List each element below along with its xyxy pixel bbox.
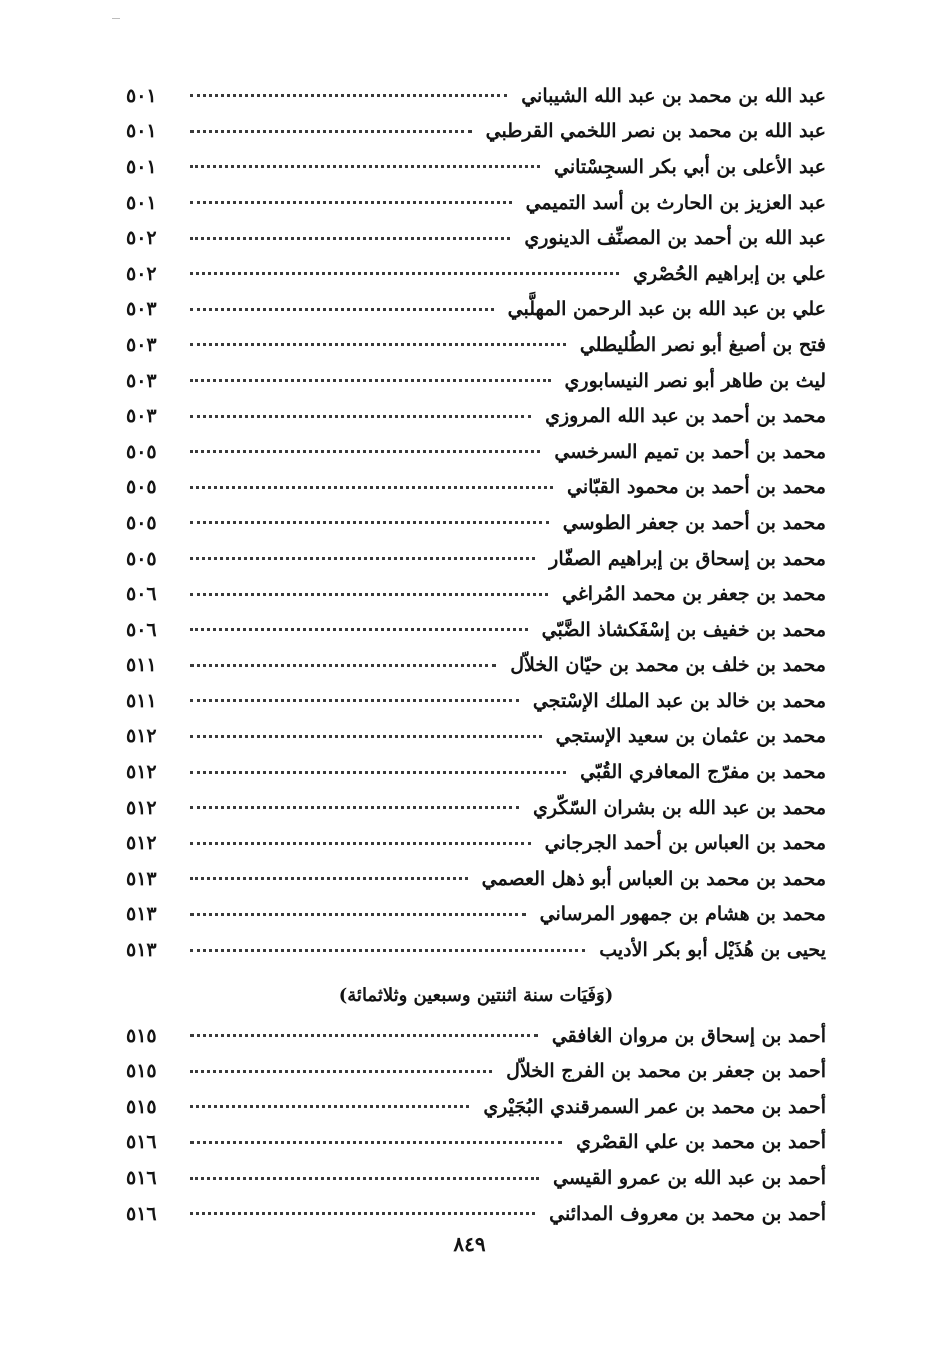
dot-leader xyxy=(190,699,519,702)
entry-page-number: ٥٠٦ xyxy=(126,618,157,641)
dot-leader xyxy=(190,628,528,631)
toc-entry xyxy=(126,754,826,790)
toc-entry xyxy=(126,1018,826,1054)
entry-page-number: ٥٠٥ xyxy=(126,476,157,499)
entry-name: يحيى بن هُذَيْل أبو بكر الأديب xyxy=(599,939,826,962)
dot-leader xyxy=(190,415,531,418)
dot-leader xyxy=(190,237,510,240)
toc-entry xyxy=(126,220,826,256)
dot-leader xyxy=(190,1212,535,1215)
dot-leader xyxy=(190,130,472,133)
entry-name: أحمد بن جعفر بن محمد بن الفرج الخلاّل xyxy=(506,1060,826,1083)
entry-name: محمد بن عبد الله بن بشران السّكّري xyxy=(533,796,826,819)
dot-leader xyxy=(190,1070,492,1073)
entry-name: علي بن إبراهيم الحُصْري xyxy=(633,262,826,285)
entry-name: عبد الله بن محمد بن نصر اللخمي القرطبي xyxy=(485,120,826,143)
toc-entry xyxy=(126,292,826,328)
toc-entry xyxy=(126,470,826,506)
entry-page-number: ٥١٣ xyxy=(126,939,157,962)
entry-page-number: ٥٠٢ xyxy=(126,227,157,250)
entry-name: محمد بن أحمد بن محمود القبّاني xyxy=(567,476,826,499)
entry-page-number: ٥٠٢ xyxy=(126,262,157,285)
toc-entry xyxy=(126,1053,826,1089)
entry-page-number: ٥٠٥ xyxy=(126,511,157,534)
dot-leader xyxy=(190,842,531,845)
entry-name: محمد بن مفرّج المعافري القُبّي xyxy=(580,761,826,784)
toc-entry xyxy=(126,1125,826,1161)
toc-entry xyxy=(126,648,826,684)
dot-leader xyxy=(190,1034,538,1037)
entry-page-number: ٥٠١ xyxy=(126,191,157,214)
dot-leader xyxy=(190,1105,469,1108)
entry-name: محمد بن خالد بن عبد الملك الإسْتجي xyxy=(532,689,826,712)
entry-page-number: ٥١٦ xyxy=(126,1131,157,1154)
entry-page-number: ٥٠١ xyxy=(126,155,157,178)
entry-page-number: ٥٠٣ xyxy=(126,333,157,356)
toc-entry xyxy=(126,149,826,185)
toc-entry xyxy=(126,185,826,221)
toc-entry xyxy=(126,78,826,114)
toc-entry xyxy=(126,398,826,434)
entry-name: محمد بن هشام بن جمهور المرساني xyxy=(539,903,826,926)
entry-name: ليث بن طاهر أبو نصر النيسابوري xyxy=(564,369,826,392)
entry-page-number: ٥٠١ xyxy=(126,84,157,107)
toc-entry xyxy=(126,897,826,933)
entry-name: محمد بن أحمد بن جعفر الطوسي xyxy=(562,511,826,534)
dot-leader xyxy=(190,771,566,774)
section-entries-list xyxy=(126,1018,826,1232)
section-heading: (وَفَيَات سنة اثنتين وسبعين وثلاثمائة) xyxy=(338,984,614,1006)
toc-entry xyxy=(126,576,826,612)
entry-page-number: ٥١٣ xyxy=(126,867,157,890)
entry-page-number: ٥٠٣ xyxy=(126,298,157,321)
entry-name: محمد بن العباس بن أحمد الجرجاني xyxy=(544,832,826,855)
entries-list xyxy=(126,78,826,968)
entry-page-number: ٥١٥ xyxy=(126,1060,157,1083)
toc-entry xyxy=(126,683,826,719)
entry-page-number: ٥١١ xyxy=(126,654,157,677)
dot-leader xyxy=(190,272,619,275)
entry-name: علي بن عبد الله بن عبد الرحمن المهلَّبي xyxy=(507,298,826,321)
entry-page-number: ٥٠٣ xyxy=(126,405,157,428)
entry-name: محمد بن أحمد بن عبد الله المروزي xyxy=(545,405,826,428)
entry-page-number: ٥١٢ xyxy=(126,761,157,784)
toc-entry xyxy=(126,932,826,968)
entry-name: أحمد بن محمد بن عمر السمرقندي البُجَيْري xyxy=(483,1095,826,1118)
toc-entry xyxy=(126,434,826,470)
dot-leader xyxy=(190,877,468,880)
toc-entry xyxy=(126,861,826,897)
entry-page-number: ٥٠٦ xyxy=(126,583,157,606)
toc-entry xyxy=(126,719,826,755)
toc-entry xyxy=(126,612,826,648)
entry-page-number: ٥١٢ xyxy=(126,725,157,748)
entry-name: أحمد بن عبد الله بن عمرو القيسي xyxy=(553,1167,826,1190)
entry-name: محمد بن أحمد بن تميم السرخسي xyxy=(554,440,826,463)
dot-leader xyxy=(190,450,540,453)
entry-name: عبد الله بن محمد بن عبد الله الشيباني xyxy=(521,84,826,107)
toc-entry xyxy=(126,825,826,861)
entry-name: عبد الأعلى بن أبي بكر السجِسْتاني xyxy=(554,155,826,178)
toc-entry xyxy=(126,256,826,292)
dot-leader xyxy=(190,379,551,382)
entry-page-number: ٥١٥ xyxy=(126,1024,157,1047)
entry-name: محمد بن جعفر بن محمد المُراغي xyxy=(562,583,826,606)
dot-leader xyxy=(190,343,566,346)
dot-leader xyxy=(190,664,496,667)
scan-mark xyxy=(112,18,120,19)
entry-name: محمد بن خفيف بن إسْفَكشاذ الضَّبّي xyxy=(541,618,826,641)
entry-name: عبد العزيز بن الحارث بن أسد التميمي xyxy=(525,191,826,214)
dot-leader xyxy=(190,949,585,952)
entry-page-number: ٥١٢ xyxy=(126,796,157,819)
entry-page-number: ٥١٦ xyxy=(126,1202,157,1225)
entry-page-number: ٥٠١ xyxy=(126,120,157,143)
table-of-contents xyxy=(126,78,826,1231)
dot-leader xyxy=(190,94,507,97)
dot-leader xyxy=(190,1177,539,1180)
dot-leader xyxy=(190,806,519,809)
toc-entry xyxy=(126,327,826,363)
entry-name: أحمد بن محمد بن معروف المدائني xyxy=(549,1202,826,1225)
entry-page-number: ٥٠٣ xyxy=(126,369,157,392)
entry-name: أحمد بن محمد بن علي القصْري xyxy=(576,1131,826,1154)
dot-leader xyxy=(190,486,553,489)
dot-leader xyxy=(190,521,549,524)
entry-page-number: ٥٠٥ xyxy=(126,440,157,463)
toc-entry xyxy=(126,505,826,541)
entry-page-number: ٥٠٥ xyxy=(126,547,157,570)
dot-leader xyxy=(190,557,535,560)
toc-entry xyxy=(126,1160,826,1196)
entry-page-number: ٥١٦ xyxy=(126,1167,157,1190)
toc-entry xyxy=(126,790,826,826)
entry-page-number: ٥١٣ xyxy=(126,903,157,926)
entry-name: محمد بن محمد بن العباس أبو ذهل العصمي xyxy=(481,867,826,890)
dot-leader xyxy=(190,593,548,596)
dot-leader xyxy=(190,308,494,311)
dot-leader xyxy=(190,165,540,168)
entry-name: محمد بن عثمان بن سعيد الإستجي xyxy=(555,725,826,748)
dot-leader xyxy=(190,913,526,916)
toc-entry xyxy=(126,1089,826,1125)
toc-entry xyxy=(126,541,826,577)
entry-name: محمد بن إسحاق بن إبراهيم الصفّار xyxy=(549,547,826,570)
entry-name: محمد بن خلف بن محمد بن حيّان الخلاّل xyxy=(510,654,826,677)
dot-leader xyxy=(190,1141,562,1144)
entry-page-number: ٥١٢ xyxy=(126,832,157,855)
entry-name: فتح بن أصبغ أبو نصر الطُليطلي xyxy=(579,333,826,356)
entry-page-number: ٥١٥ xyxy=(126,1095,157,1118)
toc-entry xyxy=(126,1196,826,1232)
toc-entry xyxy=(126,363,826,399)
entry-page-number: ٥١١ xyxy=(126,689,157,712)
dot-leader xyxy=(190,201,512,204)
toc-entry xyxy=(126,114,826,150)
page-number: ٨٤٩ xyxy=(453,1232,486,1256)
dot-leader xyxy=(190,735,542,738)
entry-name: عبد الله بن أحمد بن المصنِّف الدينوري xyxy=(524,227,826,250)
entry-name: أحمد بن إسحاق بن مروان الغافقي xyxy=(551,1024,826,1047)
